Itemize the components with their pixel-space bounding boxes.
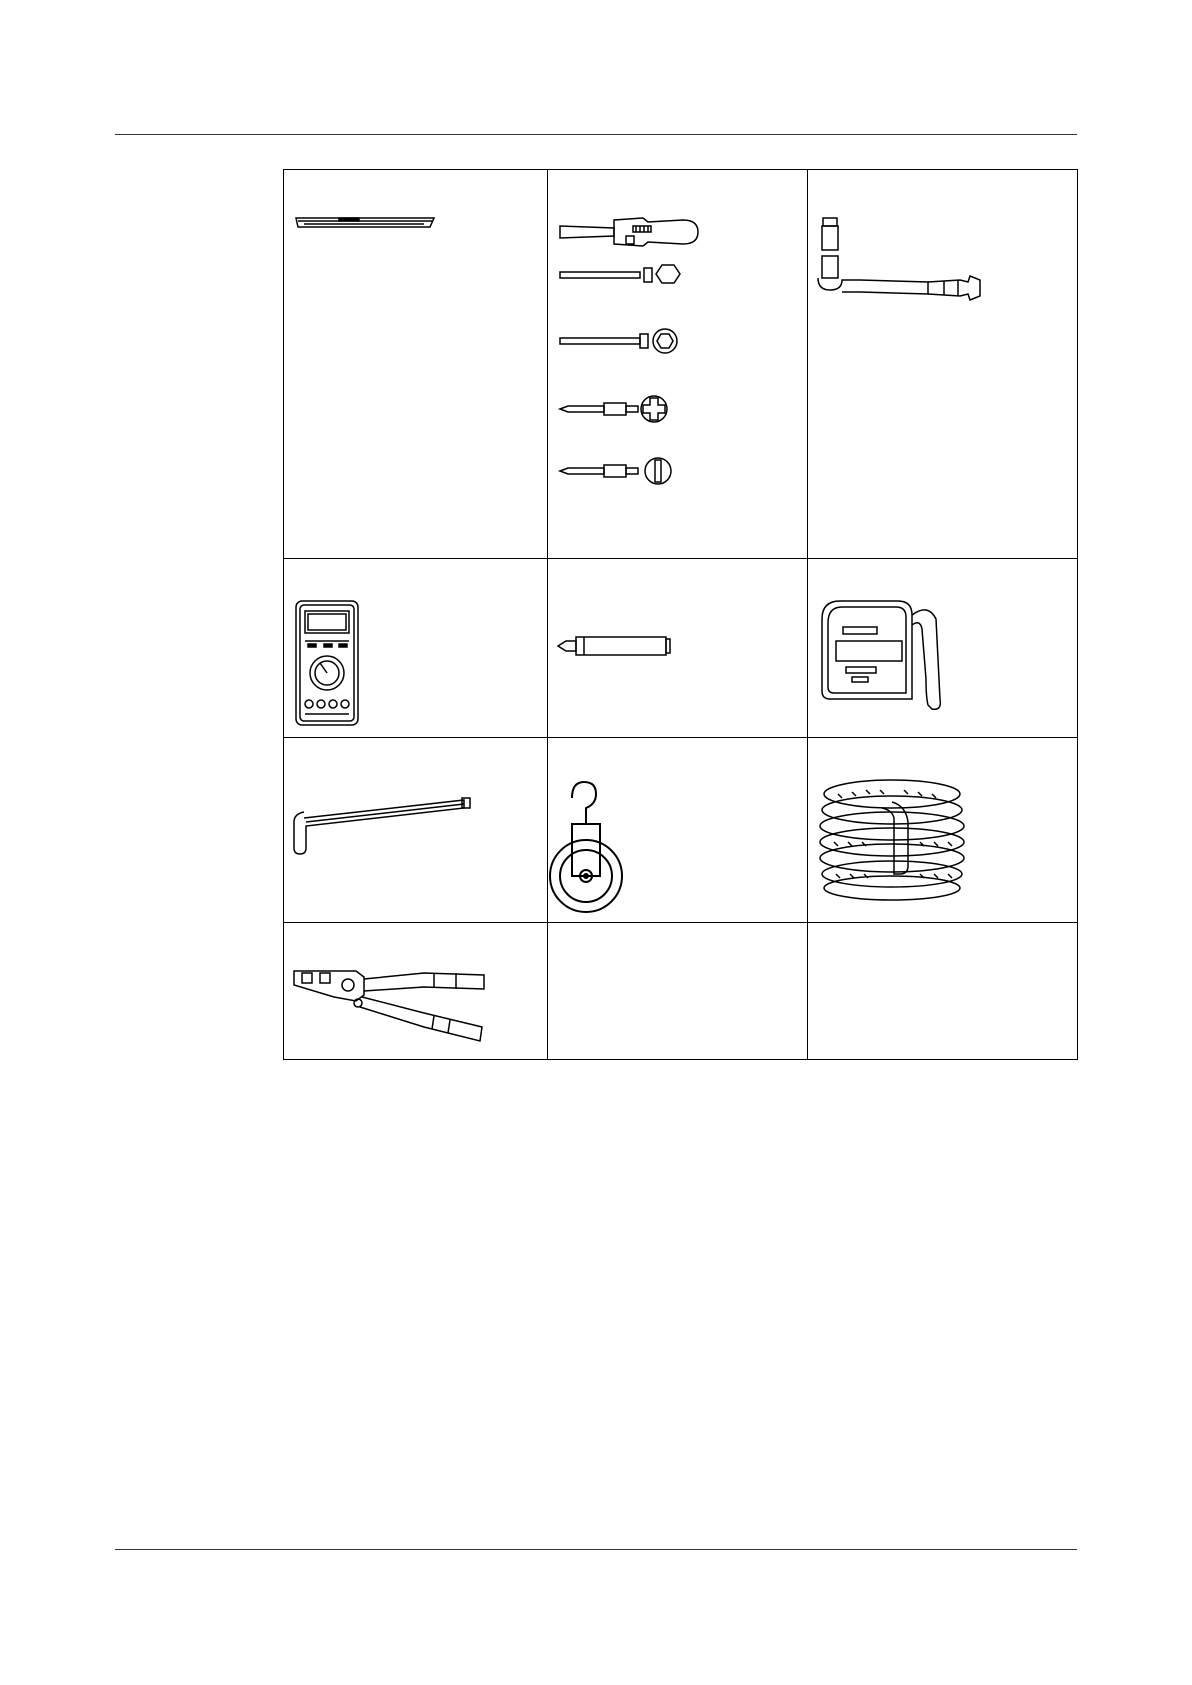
table-cell bbox=[284, 923, 548, 1060]
table-cell bbox=[548, 170, 808, 559]
table-cell bbox=[284, 170, 548, 559]
hex-key-icon bbox=[284, 738, 548, 922]
level-bar-icon bbox=[284, 170, 548, 558]
table-cell bbox=[284, 559, 548, 738]
rope-coil-icon bbox=[808, 738, 1078, 922]
footer-rule bbox=[115, 1549, 1077, 1550]
table-cell bbox=[808, 738, 1078, 923]
table-cell bbox=[808, 170, 1078, 559]
table-cell bbox=[284, 738, 548, 923]
tools-table bbox=[283, 169, 1078, 1060]
table-cell bbox=[808, 559, 1078, 738]
table-cell bbox=[548, 738, 808, 923]
measuring-tape-icon bbox=[808, 559, 1078, 737]
table-row bbox=[284, 738, 1078, 923]
table-row bbox=[284, 559, 1078, 738]
hydraulic-crimping-tool-icon bbox=[284, 923, 548, 1059]
table-cell bbox=[548, 559, 808, 738]
multimeter-icon bbox=[284, 559, 548, 737]
torque-socket-wrench-icon bbox=[808, 170, 1078, 558]
marker-pen-icon bbox=[548, 559, 808, 737]
table-cell-empty bbox=[548, 923, 808, 1060]
header-rule bbox=[115, 134, 1077, 135]
table-cell-empty bbox=[808, 923, 1078, 1060]
torque-screwdriver-with-bits-icon bbox=[548, 170, 808, 558]
pulley-icon bbox=[548, 738, 808, 922]
table-row bbox=[284, 170, 1078, 559]
table-row bbox=[284, 923, 1078, 1060]
